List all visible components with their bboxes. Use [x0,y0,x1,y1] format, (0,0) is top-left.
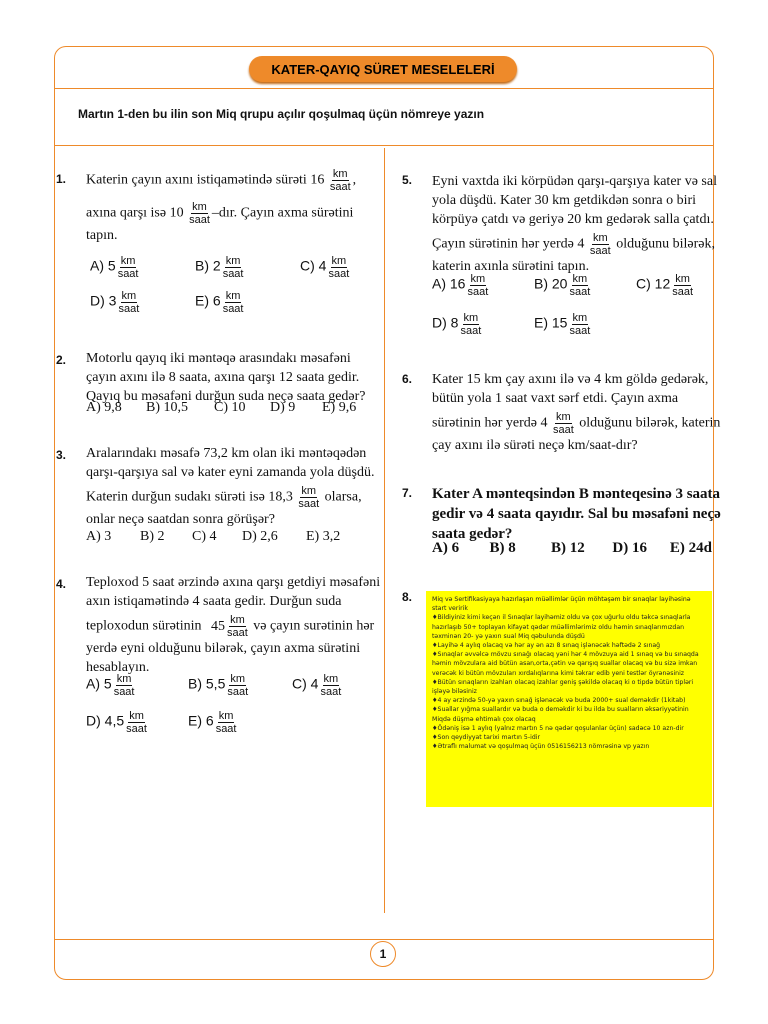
answer-options [90,290,370,315]
option-a: A) 9,8 [86,400,122,415]
answer-options [86,673,376,698]
question-text: Kater A mənteqsindən B mənteqesinə 3 saata [432,486,721,502]
option-a: A) 5 [86,675,112,692]
announcement-line: ♦Ətraflı malumat və qoşulmaq üçün 0516156213 nömrəsinə vp yazın [432,743,650,751]
option-d: D) 8 [432,314,459,331]
option-e: E) 9,6 [322,400,357,415]
answer-options [432,312,712,337]
option-e: E) 15 [534,314,568,331]
question-number: 6. [402,372,413,386]
option-d: D) 2,6 [242,529,278,544]
question-1: Katerin çayın axını istiqamətində sürəti 16 $\frac{km}{\text{saat}}$ , axına qarşı isə 10 $\frac{km}{\text{saat}}$ –dır. Çayın axma sürətini tapın. [86,168,376,245]
question-text: tapın. [86,228,118,243]
unit-fraction: $\frac{km}{\text{saat}}$ [189,201,210,226]
unit-fraction: $\frac{km}{\text{saat}}$ [227,673,249,698]
question-text: axına qarşı isə 10 [86,205,184,221]
option-b: B) 8 [489,540,516,556]
option-a: A) 5 [90,257,116,274]
question-number: 2. [56,353,67,367]
option-e: E) 3,2 [306,529,341,544]
question-3: Aralarındakı məsafə 73,2 km olan iki məntəqədən qarşı-qarşıya sal və kater eyni zamanda yola düşdü. Katerin durğun sudakı sürəti isə 18,3 $\frac{km}{\text{saat}}$ olarsa, onlar neçə saatdan sonra görüşər? [86,446,375,527]
announcement-box [426,591,712,807]
question-4: Teploxod 5 saat ərzində axına qarşı getdiyi məsafəni axın istiqamətində 4 saata gedir. Durğun suda teploxodun sürətinin 45 $\frac{km}{\text{saat}}$ və çayın surətinin hər yerdə eyni olduğunu bilərək, çayın axma sürətini hesablayın. [86,575,381,675]
footer-divider [54,939,714,940]
option-b: B) 20 [534,275,568,292]
unit-fraction: $\frac{km}{\text{saat}}$ [113,673,135,698]
option-b: B) 5,5 [188,675,226,692]
option-c: C) 12 [636,275,671,292]
unit-fraction: $\frac{km}{\text{saat}}$ [118,290,140,315]
unit-fraction: $\frac{km}{\text{saat}}$ [329,168,351,193]
question-text: bütün yola 1 saat vaxt sərf etdi. Çayın axma [432,391,679,406]
option-d: D) 9 [270,400,296,415]
option-d: D) 16 [612,540,647,556]
question-text: çayın axını ilə 8 saata, axına qarşı 12 saata gedir. [86,370,360,385]
unit-fraction: $\frac{km}{\text{saat}}$ [569,312,591,337]
question-text: onlar neçə saatdan sonra görüşər? [86,512,275,527]
unit-fraction: $\frac{km}{\text{saat}}$ [552,411,574,436]
question-text: körpüyə çatdı və geriyə 20 km gedərək salla çatdı. [432,212,714,227]
question-text: teploxodun sürətinin [86,618,202,634]
option-b: B) 2 [140,529,165,544]
option-c: C) 4 [192,529,217,544]
unit-fraction: $\frac{km}{\text{saat}}$ [222,290,244,315]
question-6: Kater 15 km çay axını ilə və 4 km göldə gedərək, bütün yola 1 saat vaxt sərf etdi. Çayın axma sürətinin hər yerdə 4 $\frac{km}{\text{saat}}$ olduğunu bilərək, katerin çay axını ilə sürəti neçə km/saat-dır? [432,372,721,453]
option-c: C) 4 [292,675,319,692]
unit-fraction: $\frac{km}{\text{saat}}$ [328,255,350,280]
question-number: 5. [402,173,413,187]
page-title: KATER-QAYIQ SÜRET MESELELERİ [249,56,517,82]
question-5: Eyni vaxtda iki körpüdən qarşı-qarşıya kater və sal yola düşdü. Kater 30 km getdikdən sonra o biri körpüyə çatdı və geriyə 20 km gedərək salla çatdı. Çayın sürətinin hər yerdə 4 $\frac{km}{\text{saat}}$ olduğunu bilərək, katerin axınla sürətini tapın. [432,174,717,274]
option-d: D) 3 [90,292,117,309]
question-text: yola düşdü. Kater 30 km getdikdən sonra o biri [432,193,697,208]
notice-divider [54,145,714,146]
unit-fraction: $\frac{km}{\text{saat}}$ [672,273,694,298]
unit-fraction: $\frac{km}{\text{saat}}$ [298,485,320,510]
option-b: B) 2 [195,257,221,274]
unit-fraction: $\frac{km}{\text{saat}}$ [215,710,237,735]
unit-fraction: $\frac{km}{\text{saat}}$ [460,312,482,337]
question-text: Katerin durğun sudakı sürəti isə 18,3 [86,489,293,505]
column-divider [384,148,385,913]
unit-fraction: $\frac{km}{\text{saat}}$ [227,614,248,639]
question-text: Eyni vaxtda iki körpüdən qarşı-qarşıya kater və sal [432,174,717,189]
answer-options [86,710,376,735]
question-text: Qayıq bu məsafəni durğun suda neçə saata gedər? [86,389,366,404]
option-b: B) 10,5 [146,400,188,415]
question-number: 7. [402,486,413,500]
question-text: Çayın sürətinin hər yerdə 4 [432,236,585,252]
question-text: yerdə eyni olduğunu bilərək, çayın axma sürətini [86,641,361,656]
unit-fraction: $\frac{km}{\text{saat}}$ [467,273,489,298]
announcement-line: ♦Ödəniş isə 1 aylıq (yalnız martın 5 nə qədər qoşulanlar üçün) sadəcə 10 azn-dir [432,724,684,732]
unit-fraction: $\frac{km}{\text{saat}}$ [320,673,342,698]
announcement-line: ♦Sınaqlar əvvəlcə mövzu sınağı olacaq yəni hər 4 mövzuya aid 1 sınaq və bu sınaqda həmin mövzulara aid bütün asan,orta,çətin və qarışıq suallar olacaq və bu sizə imkan verəcək ki bütün mövzuları xırdalıqlarına kimi təkrar edib yeni testlər öyrənəsiniz [432,651,699,677]
announcement-line: ♦Bildiyiniz kimi keçən il Sınaqlar layihəmiz oldu və çox uğurlu oldu təkcə sınaqlarla hazırlaşıb 50+ toplayan kifayət qədər müəllimlərimiz oldu həmin sınaqlarımızdan təxminən 20- yə yaxın sual Miq qəbulunda düşdü [432,614,691,640]
option-e: E) 6 [188,712,214,729]
question-text: qarşı-qarşıya sal və kater eyni zamanda yola düşdü. [86,465,375,480]
announcement-line: ♦Bütün sınaqların izahları olacaq izahlar geniş şəkildə olacaq ki o tipdə bütün tipləri işləyə biləsiniz [432,678,694,696]
answer-options [86,527,376,546]
question-text: sürətinin hər yerdə 4 [432,415,548,431]
answer-options [86,398,376,417]
question-number: 4. [56,577,67,591]
header-divider [54,88,714,89]
option-d: D) 4,5 [86,712,125,729]
question-text: Teploxod 5 saat ərzində axına qarşı getdiyi məsafəni [86,575,381,590]
question-text: Katerin çayın axını istiqamətində sürəti 16 [86,172,325,188]
option-a: A) 16 [432,275,466,292]
answer-options [432,273,712,298]
option-a: A) 3 [86,529,112,544]
option-a: A) 6 [432,540,460,556]
option-b2: B) 12 [550,540,585,556]
announcement-line: Miq və Sertifikasiyaya hazırlaşan müəllimlər üçün möhtəşəm bir sınaqlar layihəsinə start veririk [432,596,691,613]
question-text: saata gedər? [432,526,513,542]
announcement-line: ♦Layihə 4 aylıq olacaq və hər ay ən azı 8 sınaq işlənəcək həftədə 2 sınağ [432,642,661,650]
option-e: E) 24d [669,540,712,556]
question-text: hesablayın. [86,660,150,675]
question-number: 3. [56,448,67,462]
unit-fraction: $\frac{km}{\text{saat}}$ [222,255,244,280]
answer-options [432,538,712,558]
question-text: çay axını ilə sürəti neçə km/saat-dır? [432,438,638,453]
unit-fraction: $\frac{km}{\text{saat}}$ [569,273,591,298]
question-text: gedir və 4 saata qayıdır. Sal bu məsafəni neçə [432,506,721,522]
question-text: Motorlu qayıq iki məntəqə arasındakı məsafəni [86,351,351,366]
question-text: Kater 15 km çay axını ilə və 4 km göldə gedərək, [432,372,709,387]
unit-fraction: $\frac{km}{\text{saat}}$ [117,255,139,280]
announcement-line: ♦Son qeydiyyat tarixi martın 5-idir [432,734,541,742]
unit-fraction: $\frac{km}{\text{saat}}$ [126,710,147,735]
question-number: 1. [56,172,67,186]
answer-options [90,255,370,280]
question-number: 8. [402,590,413,604]
option-c: C) 10 [214,400,246,415]
unit-fraction: $\frac{km}{\text{saat}}$ [589,232,611,257]
page-number: 1 [370,941,396,967]
question-text: axın istiqamətində 4 saata gedir. Durğun suda [86,594,342,609]
question-7 [432,484,721,544]
announcement-line: ♦4 ay ərzində 50-yə yaxın sınağ işlənəcək və buda 2000+ sual deməkdir (1kitab) [432,697,686,705]
option-e: E) 6 [195,292,221,309]
question-text: katerin axınla sürətini tapın. [432,259,590,274]
option-c: C) 4 [300,257,327,274]
question-text: Aralarındakı məsafə 73,2 km olan iki məntəqədən [86,446,367,461]
notice-text: Martın 1-den bu ilin son Miq qrupu açılır qoşulmaq üçün nömreye yazın [78,107,485,121]
announcement-line: ♦Suallar yığma suallardır və buda o deməkdir ki bu ilda bu sualların əksəriyyətinin Miqdə düşmə ehtimalı çox olacaq [432,706,689,723]
